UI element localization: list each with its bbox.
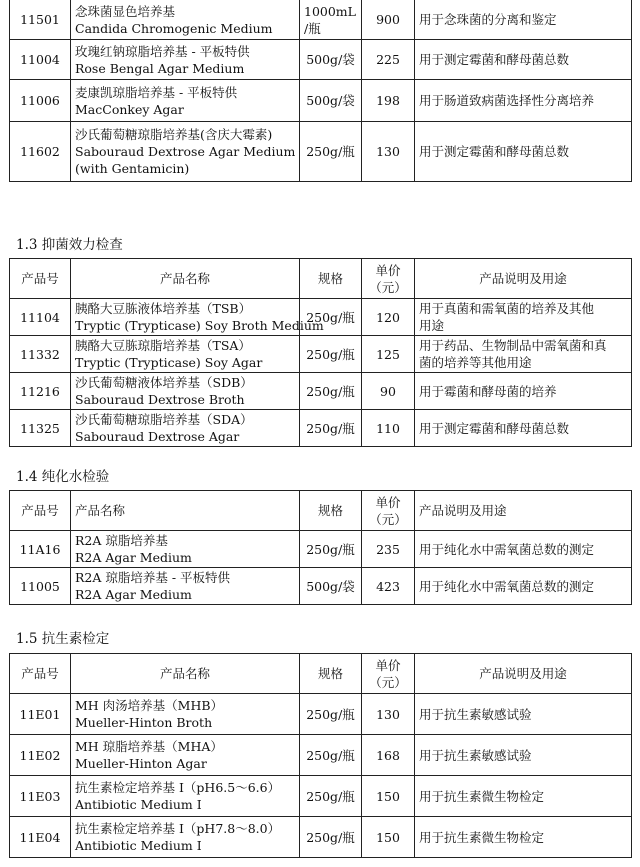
- product-name-cn: MH 琼脂培养基（MHA）: [75, 739, 223, 754]
- col-header-desc: 产品说明及用途: [415, 491, 632, 531]
- product-description: 用于纯化水中需氧菌总数的测定: [415, 568, 632, 605]
- product-spec: 250g/瓶: [300, 694, 362, 735]
- table-row: [10, 40, 632, 80]
- product-spec: 250g/瓶: [300, 336, 362, 373]
- product-id: 11602: [10, 122, 71, 182]
- product-name-cn: R2A 琼脂培养基 - 平板特供: [75, 570, 231, 585]
- product-price: 225: [362, 40, 415, 80]
- product-description: 用于测定霉菌和酵母菌总数: [415, 410, 632, 447]
- product-name: [71, 122, 300, 182]
- col-header-id: 产品号: [10, 259, 71, 299]
- product-name-en: Tryptic (Trypticase) Soy Agar: [75, 355, 263, 370]
- product-spec: 250g/瓶: [300, 735, 362, 776]
- section-1-4-table: [9, 490, 632, 605]
- product-id: 11332: [10, 336, 71, 373]
- product-price: 150: [362, 817, 415, 858]
- product-price: 423: [362, 568, 415, 605]
- product-description: 用于抗生素敏感试验: [415, 735, 632, 776]
- product-id: 11E02: [10, 735, 71, 776]
- table-row: [10, 735, 632, 776]
- product-name: [71, 0, 300, 40]
- table-row: [10, 776, 632, 817]
- table-row: [10, 531, 632, 568]
- product-id: 11E03: [10, 776, 71, 817]
- section-1-3-table: [9, 258, 632, 447]
- product-name: [71, 336, 300, 373]
- product-name-en: Sabouraud Dextrose Agar: [75, 429, 240, 444]
- product-name-cn: 沙氏葡萄糖琼脂培养基(含庆大霉素): [75, 127, 273, 142]
- product-spec-line1: 1000mL: [304, 3, 356, 19]
- product-name-en: MacConkey Agar: [75, 101, 184, 117]
- product-description-l1: 用于真菌和需氧菌的培养及其他: [419, 301, 595, 316]
- product-description: 用于抗生素敏感试验: [415, 694, 632, 735]
- col-header-name: 产品名称: [71, 491, 300, 531]
- product-description: 用于测定霉菌和酵母菌总数: [415, 122, 632, 182]
- product-id: 11104: [10, 299, 71, 336]
- product-description: 用于抗生素微生物检定: [415, 817, 632, 858]
- product-price: 130: [362, 694, 415, 735]
- product-price: 900: [362, 0, 415, 40]
- section-1-5-table: [9, 653, 632, 858]
- table-header-row: [10, 491, 632, 531]
- product-spec: 250g/瓶: [300, 410, 362, 447]
- product-price: 198: [362, 80, 415, 122]
- col-header-spec: 规格: [300, 259, 362, 299]
- product-name-cn: 沙氏葡萄糖液体培养基（SDB）: [75, 375, 253, 390]
- product-spec: 250g/瓶: [300, 299, 362, 336]
- product-name-cn: R2A 琼脂培养基: [75, 533, 168, 548]
- product-price: 120: [362, 299, 415, 336]
- product-price: 130: [362, 122, 415, 182]
- product-spec-line2: /瓶: [304, 20, 321, 36]
- table-row: [10, 299, 632, 336]
- product-name-en: R2A Agar Medium: [75, 587, 192, 602]
- table-row: [10, 80, 632, 122]
- col-header-price-l1: 单价: [375, 657, 401, 673]
- product-name-en: Mueller-Hinton Agar: [75, 756, 207, 771]
- product-spec: 250g/瓶: [300, 531, 362, 568]
- product-id: 11006: [10, 80, 71, 122]
- product-name-en: Antibiotic Medium I: [75, 797, 202, 812]
- product-description: 用于抗生素微生物检定: [415, 776, 632, 817]
- col-header-name: 产品名称: [71, 654, 300, 694]
- product-id: 11005: [10, 568, 71, 605]
- product-description: 用于霉菌和酵母菌的培养: [415, 373, 632, 410]
- col-header-price: [362, 259, 415, 299]
- col-header-price: [362, 491, 415, 531]
- product-name: [71, 410, 300, 447]
- product-description: [415, 336, 632, 373]
- table-row: [10, 410, 632, 447]
- product-name-en: Sabouraud Dextrose Agar Medium: [75, 144, 296, 159]
- product-name: [71, 40, 300, 80]
- col-header-id: 产品号: [10, 654, 71, 694]
- table-header-row: [10, 654, 632, 694]
- section-title: 1.3 抑菌效力检查: [16, 237, 123, 253]
- product-id: 11501: [10, 0, 71, 40]
- product-name: [71, 735, 300, 776]
- product-price: 110: [362, 410, 415, 447]
- col-header-id: 产品号: [10, 491, 71, 531]
- product-name: [71, 80, 300, 122]
- product-id: 11E04: [10, 817, 71, 858]
- product-id: 11A16: [10, 531, 71, 568]
- product-spec: 250g/瓶: [300, 776, 362, 817]
- product-name-en: Rose Bengal Agar Medium: [75, 60, 245, 76]
- section-title: 1.5 抗生素检定: [16, 631, 110, 647]
- product-name-en-extra: (with Gentamicin): [75, 161, 190, 176]
- product-name-cn: 玫瑰红钠琼脂培养基 - 平板特供: [75, 43, 250, 59]
- col-header-name: 产品名称: [71, 259, 300, 299]
- product-description-l2: 用途: [419, 318, 445, 333]
- col-header-desc: 产品说明及用途: [415, 654, 632, 694]
- table-row: [10, 373, 632, 410]
- product-name-cn: 胰酪大豆胨液体培养基（TSB）: [75, 301, 252, 316]
- product-description: [415, 299, 632, 336]
- product-price: 125: [362, 336, 415, 373]
- product-spec: 250g/瓶: [300, 373, 362, 410]
- product-price: 168: [362, 735, 415, 776]
- product-name-cn: 麦康凯琼脂培养基 - 平板特供: [75, 84, 238, 100]
- product-id: 11004: [10, 40, 71, 80]
- product-name-cn: 念珠菌显色培养基: [75, 3, 176, 19]
- product-price: 150: [362, 776, 415, 817]
- product-name: [71, 531, 300, 568]
- product-name-cn: 沙氏葡萄糖琼脂培养基（SDA）: [75, 412, 253, 427]
- product-spec: [300, 0, 362, 40]
- col-header-desc: 产品说明及用途: [415, 259, 632, 299]
- product-name-en: Mueller-Hinton Broth: [75, 715, 213, 730]
- product-id: 11E01: [10, 694, 71, 735]
- product-id: 11325: [10, 410, 71, 447]
- product-spec: 500g/袋: [300, 80, 362, 122]
- col-header-price-l2: （元）: [369, 674, 407, 690]
- product-name-cn: 抗生素检定培养基 Ⅰ（pH6.5～6.6）: [75, 780, 281, 795]
- product-description: 用于念珠菌的分离和鉴定: [415, 0, 632, 40]
- product-name-en: Tryptic (Trypticase) Soy Broth Medium: [75, 318, 324, 333]
- product-name-en: Candida Chromogenic Medium: [75, 20, 273, 36]
- product-id: 11216: [10, 373, 71, 410]
- col-header-price-l1: 单价: [375, 494, 401, 510]
- product-name: [71, 373, 300, 410]
- col-header-price-l2: （元）: [369, 511, 407, 527]
- col-header-price-l1: 单价: [375, 262, 401, 278]
- product-description-l2: 菌的培养等其他用途: [419, 355, 532, 370]
- col-header-price-l2: （元）: [369, 279, 407, 295]
- product-name-cn: MH 肉汤培养基（MHB）: [75, 698, 224, 713]
- table-row: [10, 568, 632, 605]
- product-name-cn: 胰酪大豆胨琼脂培养基（TSA）: [75, 338, 251, 353]
- col-header-spec: 规格: [300, 654, 362, 694]
- product-description: 用于纯化水中需氧菌总数的测定: [415, 531, 632, 568]
- table-row: [10, 336, 632, 373]
- product-description: 用于测定霉菌和酵母菌总数: [415, 40, 632, 80]
- product-price: 90: [362, 373, 415, 410]
- product-name: [71, 776, 300, 817]
- table-row: [10, 122, 632, 182]
- product-description-l1: 用于药品、生物制品中需氧菌和真: [419, 338, 607, 353]
- table-row: [10, 817, 632, 858]
- section-title: 1.4 纯化水检验: [16, 469, 110, 485]
- product-name-en: R2A Agar Medium: [75, 550, 192, 565]
- product-spec: 500g/袋: [300, 40, 362, 80]
- col-header-price: [362, 654, 415, 694]
- table-header-row: [10, 259, 632, 299]
- product-name-en: Sabouraud Dextrose Broth: [75, 392, 245, 407]
- product-name: [71, 694, 300, 735]
- col-header-spec: 规格: [300, 491, 362, 531]
- table-row: [10, 0, 632, 40]
- product-spec: 250g/瓶: [300, 122, 362, 182]
- product-name: [71, 299, 324, 336]
- product-name: [71, 568, 300, 605]
- product-spec: 250g/瓶: [300, 817, 362, 858]
- product-description: 用于肠道致病菌选择性分离培养: [415, 80, 632, 122]
- table-row: [10, 694, 632, 735]
- product-name-en: Antibiotic Medium I: [75, 838, 202, 853]
- product-price: 235: [362, 531, 415, 568]
- product-spec: 500g/袋: [300, 568, 362, 605]
- product-name: [71, 817, 300, 858]
- product-name-cn: 抗生素检定培养基 Ⅰ（pH7.8～8.0）: [75, 821, 281, 836]
- top-product-table: [9, 0, 632, 182]
